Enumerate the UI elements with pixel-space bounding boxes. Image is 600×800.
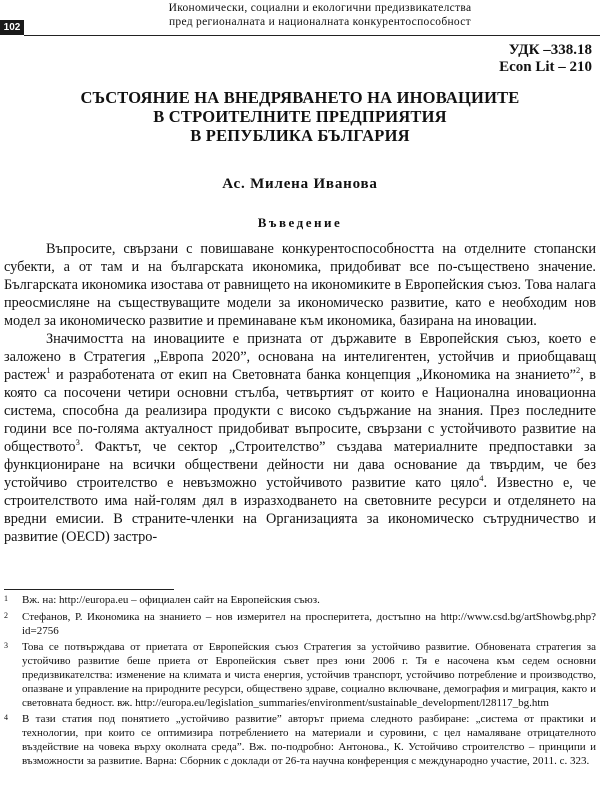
paragraph-2-part-e: . Известно е, че строителството има най-голям дял в изразходването на световните ресурси и отделянето на вредни емисии. В страните-членки на Организацията за икономическо сътрудничество и развитие (OECD) застро-	[4, 475, 596, 545]
running-header-line-2: пред регионалната и националната конкурентоспособност	[168, 16, 472, 28]
footnote-text: Вж. на: http://europa.eu – официален сайт на Европейския съюз.	[22, 594, 320, 606]
paragraph-2-part-b: и разработената от екип на Световната банка концепция „Икономика на знанието”	[50, 367, 577, 383]
section-heading: Въведение	[257, 215, 343, 230]
footnote-1	[4, 594, 596, 608]
footnote-text: Това се потвърждава от приетата от Европейския съюз Стратегия за устойчиво развитие. Обновената стратегия за устойчиво развитие беше приета от Европейския съвет през юни 2006 г. Тя е насочена към седем основни предизвикателства: изменение на климата и чиста енергия, устойчив транспорт, устойчиво потребление и производство, опазване и управление на природните ресурси, обществено здраве, социално включване, демография и миграция, както и световната бедност. вж. http://europa.eu/legislation_summaries/environment/sustainable_development/l28117_bg.htm	[22, 641, 596, 709]
footnote-ref-1[interactable]: 1	[46, 365, 51, 376]
footnote-number: 3	[4, 641, 8, 651]
footnotes	[4, 594, 596, 772]
udc-classification	[499, 42, 592, 76]
footnote-2	[4, 611, 596, 639]
article-title	[20, 88, 580, 145]
footnote-text: В тази статия под понятието „устойчиво развитие” авторът приема следното разбиране: „система от практики и технологии, при които се оптимизира потреблението на материали и суровини, с цел намаляване отрицателното въздействие на човека върху околната среда”. Вж. по-подробно: Антонова., К. Устойчиво строителство – принципи и възможности за развитие. Варна: Сборник с доклади от 26-та научна конференция с международно участие, 2011. с. 323.	[22, 713, 596, 767]
footnote-3	[4, 641, 596, 710]
footnote-number: 2	[4, 610, 8, 620]
footnote-number: 1	[4, 594, 8, 603]
paragraph-1: Въпросите, свързани с повишаване конкурентоспособността на отделните стопански субекти, а от там и на българската икономика, придобиват все по-съществено значение. Българската икономика изостава от равнището на икономиките в Европейския съюз. Това налага преосмисляне на съществуващите модели за икономическо развитие, като е необходим нов модел за икономическо развитие и преминаване към икономика, базирана на иновации.	[4, 241, 596, 329]
econ-lit-code: Econ Lit – 210	[499, 59, 592, 75]
running-header-line-1: Икономически, социални и екологични предизвикателства	[168, 2, 472, 14]
paragraph-2-part-c: , в която са посочени четири основни стълба, четвъртият от които е Национална иновационна система, способна да реализира продукти с високо съдържание на знания. През последните години все по-голяма актуалност придобиват въпросите, свързани с устойчивото развитие на обществото	[4, 367, 596, 455]
footnote-ref-2[interactable]: 2	[576, 365, 581, 376]
footnote-4	[4, 713, 596, 768]
footnote-ref-3[interactable]: 3	[75, 437, 80, 448]
footnote-number: 4	[4, 713, 8, 723]
author-name: Ас. Милена Иванова	[222, 176, 378, 192]
udc-code: УДК –338.18	[508, 42, 592, 58]
paragraph-2	[4, 330, 596, 546]
header-rule	[24, 35, 600, 36]
footnote-text: Стефанов, Р. Икономика на знанието – нов измерител на просперитета, достъпно на http://www.csd.bg/artShowbg.php?id=2756	[22, 610, 596, 637]
footnote-ref-4[interactable]: 4	[479, 473, 484, 484]
paragraph-2-part-d: . Фактът, че сектор „Строителство” създава материалните предпоставки за функциониране на всички обществени дейности ни дава основание да твърдим, че без устойчиво строителство е невъзможно устойчивото развитие като цяло	[4, 439, 596, 491]
title-line-3: В РЕПУБЛИКА БЪЛГАРИЯ	[190, 126, 410, 145]
title-line-2: В СТРОИТЕЛНИТЕ ПРЕДПРИЯТИЯ	[153, 107, 447, 126]
running-header	[140, 1, 500, 29]
page-number: 102	[0, 20, 24, 35]
paragraph-2-part-a: Значимостта на иновациите е призната от държавите в Европейския съюз, което е заложено в Стратегия „Европа 2020”, основана на интелигентен, устойчив и приобщаващ растеж	[4, 331, 596, 383]
body-text	[4, 240, 596, 546]
footnote-rule	[4, 589, 174, 590]
title-line-1: СЪСТОЯНИЕ НА ВНЕДРЯВАНЕТО НА ИНОВАЦИИТЕ	[80, 88, 520, 107]
